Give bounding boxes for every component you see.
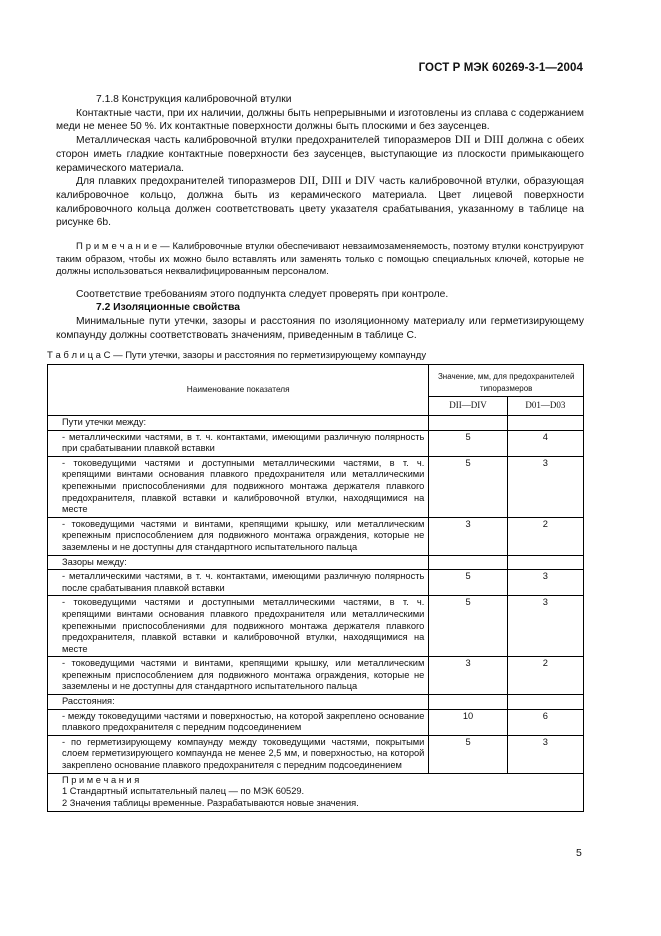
group-title: Зазоры между: [48, 555, 429, 570]
table-c [47, 364, 584, 812]
section-7-1-8-title: 7.1.8 Конструкция калибровочной втулки [96, 94, 292, 105]
table-row: - между токоведущими частями и поверхностью, на которой закреплено основание плавкого предохранителя с передним подсоединением 10 6 [48, 709, 584, 735]
table-row: - металлическими частями, в т. ч. контактами, имеющими различную полярность при срабатывании плавкой вставки 5 4 [48, 430, 584, 456]
paragraph-compliance: Соответствие требованиям этого подпункта следует проверять при контроле. [76, 288, 449, 300]
page-number: 5 [576, 847, 582, 859]
section-7-2-title: 7.2 Изоляционные свойства [96, 302, 241, 314]
table-row: - токоведущими частями и винтами, крепящими крышку, или металлическим крепежным приспособлением для подвижного монтажа ограждения, которые не заземлены и не доступны для стандартного испытательного пальца 3 2 [48, 517, 584, 555]
table-row: - металлическими частями, в т. ч. контактами, имеющими различную полярность после срабатывания плавкой вставки 5 3 [48, 570, 584, 596]
document-body [56, 93, 584, 342]
table-row: - токоведущими частями и винтами, крепящими крышку, или металлическим крепежным приспособлением для подвижного монтажа ограждения, которые не заземлены и не доступны для стандартного испытательного пальца 3 2 [48, 657, 584, 695]
paragraph-insulation: Минимальные пути утечки, зазоры и расстояния по изоляционному материалу или герметизирующему компаунду должны соответствовать значениям, приведенным в таблице С. [56, 315, 584, 341]
note-1: 1 Стандартный испытательный палец — по МЭК 60529. [62, 786, 305, 797]
note-label: П р и м е ч а н и е — [76, 241, 170, 253]
header-value: Значение, мм, для предохранителей типоразмеров [429, 365, 584, 397]
table-caption: Т а б л и ц а С — Пути утечки, зазоры и расстояния по герметизирующему компаунду [47, 350, 427, 361]
document-header: ГОСТ Р МЭК 60269-3-1—2004 [418, 62, 583, 74]
table-row: - токоведущими частями и доступными металлическими частями, в т. ч. крепящими винтами основания плавкого предохранителя или металлическими крепежными приспособлениями для подвижного монтажа держателя плавкого предохранителя, плавкой вставки и калибровочной втулки, находящимися на месте 5 3 [48, 456, 584, 517]
paragraph-contacts: Контактные части, при их наличии, должны быть непрерывными и изготовлены из сплава с содержанием меди не менее 50 %. Их контактные поверхности должны быть плоскими и без заусенцев. [56, 107, 584, 133]
paragraph-ceramic: Для плавких предохранителей типоразмеров DII, DIII и DIV часть калибровочной втулки, образующая калибровочное кольцо, должна быть из керамического материала. Цвет лицевой поверхности калибровочного кольца должен соответствовать цвету указателя срабатывания, указанному в таблице на рисунке 6b. [56, 175, 584, 229]
notes-title: П р и м е ч а н и я [62, 774, 140, 785]
table-notes [48, 773, 584, 811]
note-2: 2 Значения таблицы временные. Разрабатываются новые значения. [62, 798, 359, 809]
table-row: - токоведущими частями и доступными металлическими частями, в т. ч. крепящими винтами основания плавкого предохранителя или металлическими крепежными приспособлениями для подвижного монтажа держателя плавкого предохранителя, плавкой вставки и калибровочной втулки, находящимися на месте 5 3 [48, 596, 584, 657]
header-col-dii-div: DII—DIV [429, 397, 507, 416]
paragraph-metal-part: Металлическая часть калибровочной втулки предохранителей типоразмеров DII и DIII должна с обеих сторон иметь гладкие контактные поверхности без заусенцев, выступающие из плоскости примыкающего керамического материала. [56, 134, 584, 174]
note-paragraph: П р и м е ч а н и е — Калибровочные втулки обеспечивают невзаимозаменяемость, поэтому втулки конструируют таким образом, чтобы их можно было вставлять или заменять только с помощью специальных ключей, которые не должны использоваться неквалифицированным персоналом. [56, 241, 584, 278]
table-row: - по герметизирующему компаунду между токоведущими частями, покрытыми слоем герметизирующего компаунда не менее 2,5 мм, и поверхностью, на которой закреплено основание плавкого предохранителя с передним подсоединением 5 3 [48, 735, 584, 773]
header-indicator-name: Наименование показателя [48, 365, 429, 416]
group-title: Расстояния: [48, 695, 429, 710]
group-title: Пути утечки между: [48, 416, 429, 431]
header-col-d01-d03: D01—D03 [507, 397, 583, 416]
